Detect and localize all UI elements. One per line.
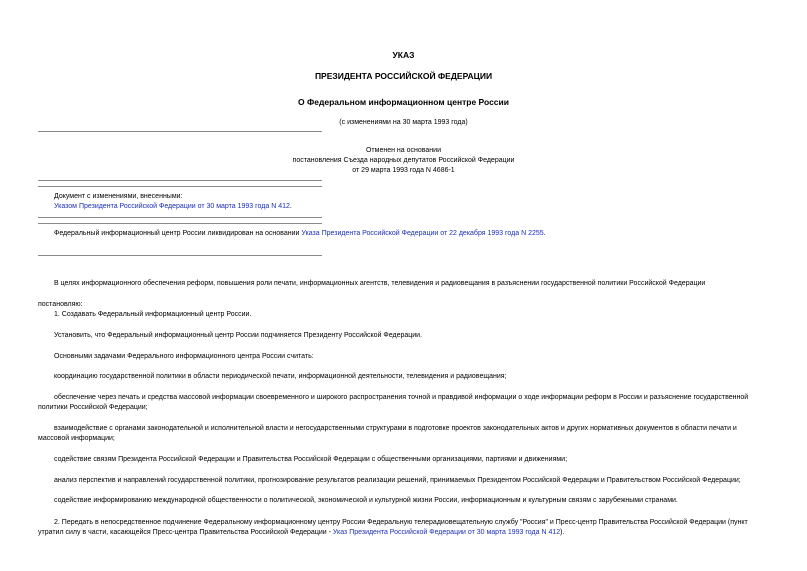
intro-paragraph: В целях информационного обеспечения реформ, повышения роли печати, информационных агентств, телевидения и радиовещания в разъяснении государственной политики Российской Федерации xyxy=(54,280,706,287)
liquidation-text: Федеральный информационный центр России ликвидирован на основании xyxy=(54,230,302,237)
divider xyxy=(38,180,322,181)
divider xyxy=(38,186,322,187)
annul-line-2: постановления Съезда народных депутатов Российской Федерации xyxy=(292,157,515,164)
changes-label: Документ с изменениями, внесенными: xyxy=(54,193,183,200)
divider xyxy=(38,223,322,224)
press-center-decree-link[interactable]: Указ Президента Российской Федерации от 30 марта 1993 года N 412 xyxy=(332,529,561,536)
amending-decree-link[interactable]: Указом Президента Российской Федерации от 30 марта 1993 года N 412 xyxy=(54,203,290,210)
paragraph-6: взаимодействие с органами законодательной и исполнительной власти и негосударственными структурами в подготовке проектов законодательных актов и других нормативных документов в области печати и массовой информации; xyxy=(38,425,737,442)
paragraph-5: обеспечение через печать и средства массовой информации своевременного и широкого распространения точной и правдивой информации о ходе информации реформ в России и разъяснение государственной политики Российской Федерации; xyxy=(38,394,749,411)
paragraph-10-text: 2. Передать в непосредственное подчинение Федеральному информационному центру России Федеральную телерадиовещательную службу "Россия" и Пресс-центр Правительства Российской Федерации (пункт утратил силу в части, касающейся Пресс-центра Правительства Российской Федерации - xyxy=(38,519,748,536)
document-subtitle: О Федеральном информационном центре России xyxy=(298,97,509,107)
paragraph-10: 2. Передать в непосредственное подчинение Федеральному информационному центру России Федеральную телерадиовещательную службу "Россия" и Пресс-центр Правительства Российской Федерации (пункт утратил силу в части, касающейся Пресс-центра Правительства Российской Федерации - Указ Президента Российской Федерации от 30 марта 1993 года N 412). xyxy=(38,519,748,536)
liquidation-decree-link[interactable]: Указа Президента Российской Федерации от 22 декабря 1993 года N 2255 xyxy=(301,230,544,237)
paragraph-1: 1. Создавать Федеральный информационный центр России. xyxy=(54,311,252,318)
paragraph-3: Основными задачами Федерального информационного центра России считать: xyxy=(54,353,314,360)
annul-line-1: Отменен на основании xyxy=(365,147,441,154)
changes-link-block: Указом Президента Российской Федерации от 30 марта 1993 года N 412. xyxy=(54,203,292,210)
decree-word: постановляю: xyxy=(38,301,83,308)
divider xyxy=(38,217,322,218)
divider xyxy=(38,131,322,132)
liquidation-note: Федеральный информационный центр России ликвидирован на основании Указа Президента Российской Федерации от 22 декабря 1993 года N 2255. xyxy=(54,230,546,237)
paragraph-4: координацию государственной политики в области периодической печати, информационной деятельности, телевидения и радиовещания; xyxy=(54,373,507,380)
paragraph-8: анализ перспектив и направлений государственной политики, прогнозирование результатов реализации решений, принимаемых Президентом Российской Федерации и Правительством Российской Федерации; xyxy=(54,477,741,484)
divider xyxy=(38,255,322,256)
annul-line-3: от 29 марта 1993 года N 4686-1 xyxy=(352,167,455,174)
issuer-title: ПРЕЗИДЕНТА РОССИЙСКОЙ ФЕДЕРАЦИИ xyxy=(314,71,493,81)
amendment-note: (с изменениями на 30 марта 1993 года) xyxy=(339,119,468,126)
paragraph-7: содействие связям Президента Российской Федерации и Правительства Российской Федерации с общественными организациями, партиями и движениями; xyxy=(54,456,568,463)
doc-type-title: УКАЗ xyxy=(392,50,415,60)
paragraph-9: содействие информированию международной общественности о политической, экономической и культурной жизни России, информационным и культурным связям с зарубежными странами. xyxy=(54,497,678,504)
paragraph-2: Установить, что Федеральный информационный центр России подчиняется Президенту Российской Федерации. xyxy=(54,332,423,339)
